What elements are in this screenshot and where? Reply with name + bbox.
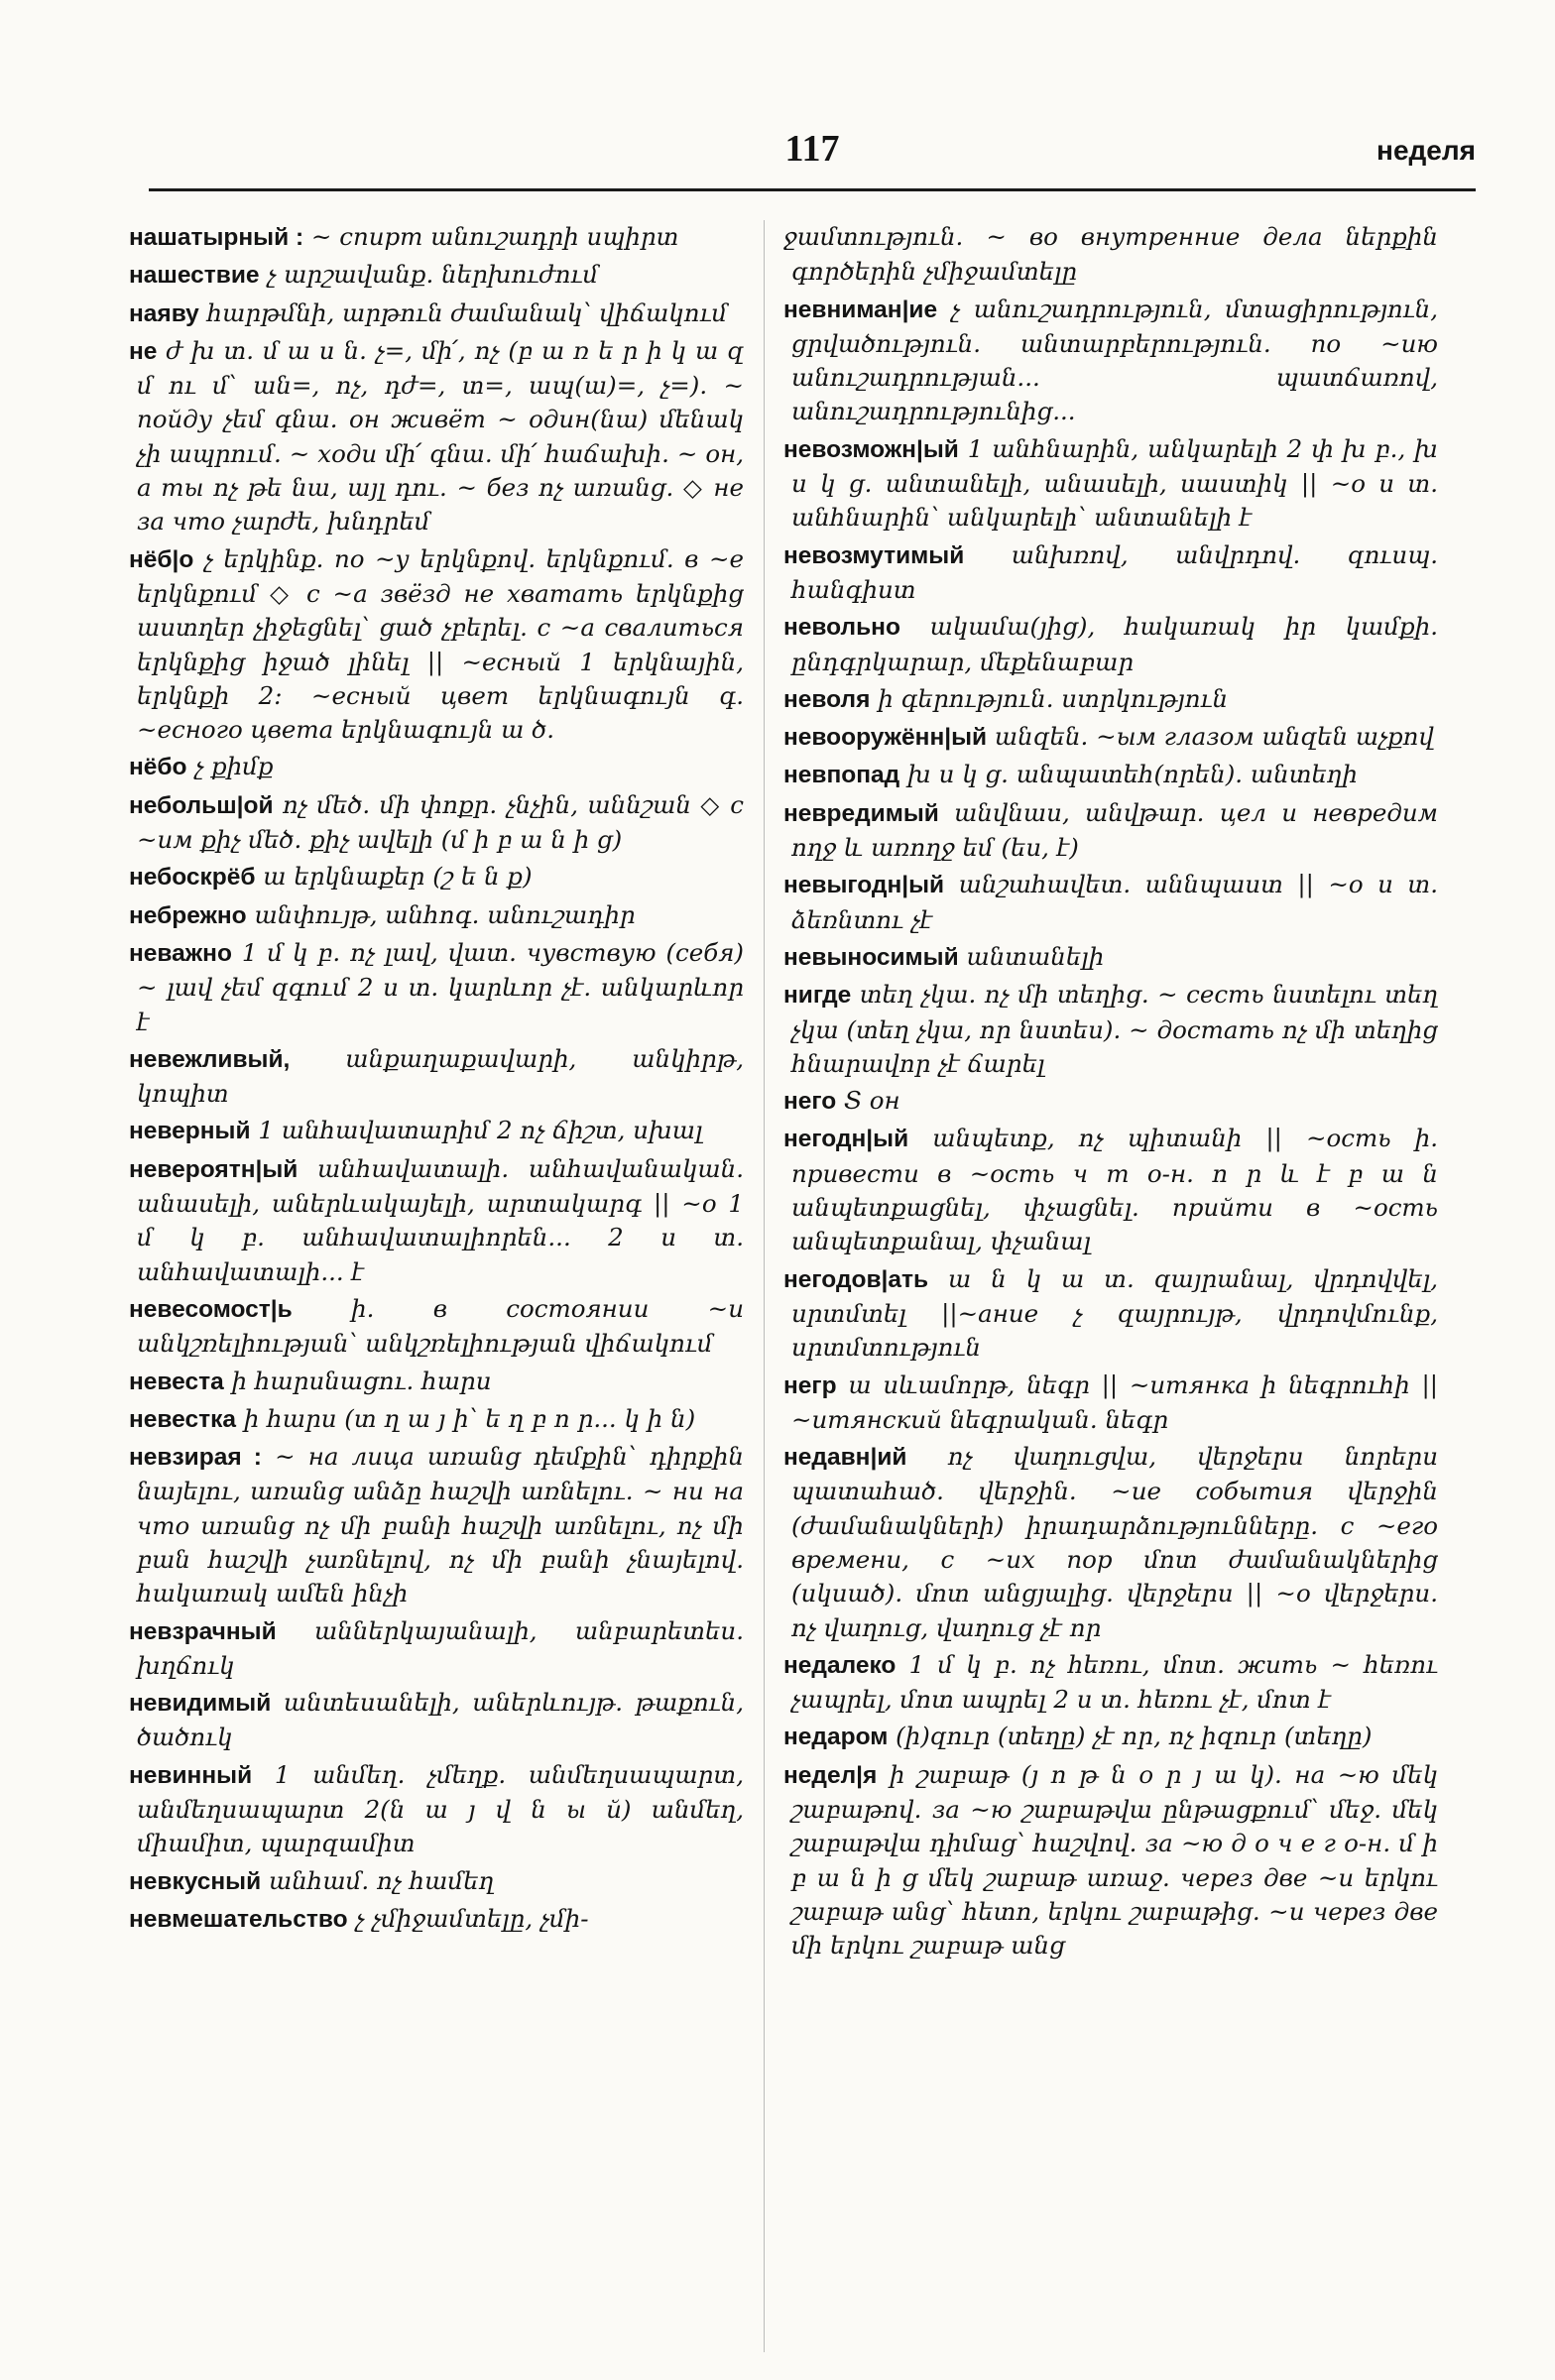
- entry-headword: невзрачный: [129, 1617, 277, 1645]
- dictionary-entry: [129, 258, 744, 293]
- entry-translation: հարթմնի, արթուն ժամանակ՝ վիճակում: [206, 298, 728, 327]
- dictionary-entry: [129, 1042, 744, 1112]
- entry-headword: невредимый: [783, 799, 939, 827]
- entry-translation: ի հարսնացու. հարս: [231, 1366, 492, 1395]
- entry-headword: невооружённ|ый: [783, 724, 988, 752]
- dictionary-entry: [783, 610, 1438, 679]
- entry-translation: անզեն. ~ым глазом անզեն աչքով: [994, 722, 1434, 752]
- dictionary-entry: [129, 1686, 744, 1755]
- entry-translation: (ի)զուր (տեղը) չէ որ, ոչ իզուր (տեղը): [896, 1722, 1373, 1751]
- dictionary-entry: [783, 720, 1438, 755]
- entry-headword: неволя: [783, 685, 871, 713]
- entry-translation: Տ он: [844, 1086, 900, 1116]
- entry-translation: անհավատալի. անհավանական. անասելի, աներևակայելի, արտակարգ || ~о 1 մ կ բ. անհավատալիորեն... 2 ս տ. անհավատալի... է: [137, 1153, 744, 1286]
- entry-headword: негр: [783, 1371, 837, 1399]
- entry-translation: անշահավետ. աննպաստ || ~о ս տ. ձեռնտու չէ: [791, 870, 1438, 934]
- entry-headword: неверный: [129, 1118, 251, 1145]
- dictionary-entry: [783, 293, 1438, 429]
- entry-translation: ա սևամորթ, նեգր || ~итянка ի նեգրուհի || ~итянский նեգրական. նեգր: [791, 1369, 1438, 1434]
- entry-translation: անքաղաքավարի, անկիրթ, կոպիտ: [137, 1043, 744, 1109]
- entry-headword: невмешательство: [129, 1905, 348, 1933]
- entry-headword: невпопад: [783, 762, 900, 789]
- entry-headword: невесомост|ь: [129, 1295, 293, 1323]
- entry-headword: невольно: [783, 614, 900, 642]
- entry-headword: нёб|о: [129, 545, 194, 573]
- entry-translation: անփույթ, անհոգ. անուշադիր: [254, 899, 636, 929]
- dictionary-entry: [129, 750, 744, 784]
- dictionary-entry: [783, 432, 1438, 536]
- dictionary-entry: [129, 1402, 744, 1437]
- column-divider: [764, 220, 765, 2352]
- entry-translation: ակամա(յից), հակառակ իր կամքի. ընդգրկարար, մեքենաբար: [791, 612, 1438, 676]
- entry-translation: չ արշավանք. ներխուժում: [267, 260, 599, 290]
- entry-headword: невидимый: [129, 1690, 272, 1718]
- dictionary-entry: [129, 297, 744, 331]
- entry-translation: չ երկինք. по ~у երկնքով. երկնքում. в ~е երկնքում ◇ с ~а звёзд не хватать երկնքից աստղեր չիջեցնել՝ ցած չբերել. с ~а свалиться երկնքից իջած լինել || ~есный 1 երկնային, երկնքի 2: ~есный цвет երկնագույն գ. ~есного цвета երկնագույն ա ծ.: [137, 543, 744, 745]
- entry-translation: ի գերություն. ստրկություն: [878, 683, 1229, 713]
- header-rule: [149, 188, 1476, 191]
- dictionary-entry: [129, 1152, 744, 1289]
- entry-headword: неважно: [129, 939, 232, 967]
- entry-headword: него: [783, 1088, 837, 1116]
- entry-headword: невеста: [129, 1368, 224, 1395]
- dictionary-entry: [129, 1292, 744, 1362]
- right-column: [783, 220, 1438, 2352]
- dictionary-entry: [783, 978, 1438, 1081]
- entry-translation: ջամտություն. ~ во внутренние дела ներքին գործերին չմիջամտելը: [783, 222, 1438, 287]
- entry-headword: нашатырный :: [129, 224, 304, 251]
- dictionary-entry: [783, 1720, 1438, 1754]
- entry-headword: нёбо: [129, 754, 187, 781]
- dictionary-entry: [783, 1440, 1438, 1645]
- dictionary-entry: [783, 1648, 1438, 1718]
- dictionary-entry: [783, 1368, 1438, 1438]
- entry-translation: 1 անհավատարիմ 2 ոչ ճիշտ, սխալ: [258, 1116, 703, 1145]
- entry-translation: անխռով, անվրդով. զուսպ. հանգիստ: [791, 539, 1438, 604]
- entry-translation: անտանելի: [966, 941, 1105, 971]
- entry-translation: չ անուշադրություն, մտացիրություն, ցրվածություն. անտարբերություն. по ~ию անուշադրության... պատճառով, անուշադրությունից...: [791, 294, 1438, 426]
- entry-translation: չ չմիջամտելը, չմի-: [355, 1903, 589, 1933]
- entry-headword: недаром: [783, 1724, 889, 1751]
- dictionary-entry: [783, 868, 1438, 937]
- dictionary-entry: [129, 898, 744, 933]
- dictionary-entry: [129, 334, 744, 539]
- entry-headword: невежливый,: [129, 1045, 291, 1073]
- entry-headword: недел|я: [783, 1761, 878, 1789]
- dictionary-entry: [783, 1262, 1438, 1366]
- dictionary-entry: [129, 1902, 744, 1937]
- entry-headword: нигде: [783, 982, 852, 1010]
- entry-translation: անհամ. ոչ համեղ: [268, 1865, 495, 1895]
- entry-translation: խ ս կ ց. անպատեհ(որեն). անտեղի: [907, 760, 1358, 789]
- dictionary-entry: [129, 1758, 744, 1861]
- dictionary-entry: [129, 1114, 744, 1148]
- entry-translation: անվնաս, անվթար. цел и невредим ողջ և առողջ եմ (ես, է): [791, 797, 1438, 863]
- entry-headword: негодн|ый: [783, 1126, 909, 1153]
- dictionary-entry: [783, 1122, 1438, 1258]
- dictionary-entry: [129, 860, 744, 894]
- entry-translation: անպետք, ոչ պիտանի || ~ость ի. привести в ~ость ч т о-н. ո ր և է բ ա ն անպետքացնել, փչացնել. прийти в ~ость անպետքանալ, փչանալ: [791, 1124, 1438, 1256]
- entry-translation: ~ спирт անուշադրի սպիրտ: [310, 222, 679, 251]
- entry-translation: անտեսանելի, աներևույթ. թաքուն, ծածուկ: [137, 1688, 744, 1752]
- left-column: [129, 220, 744, 2352]
- running-head: неделя: [1376, 135, 1476, 166]
- dictionary-entry: [129, 542, 744, 748]
- entry-headword: негодов|ать: [783, 1265, 929, 1293]
- page-number: 117: [784, 128, 840, 170]
- entry-translation: ի. в состоянии ~и անկշռելիության՝ անկշռելիության վիճակում: [137, 1293, 744, 1359]
- entry-translation: չ քիմք: [194, 752, 274, 781]
- entry-headword: невозможн|ый: [783, 435, 959, 463]
- entry-headword: недалеко: [783, 1651, 897, 1679]
- entry-translation: աններկայանալի, անբարետես. խղճուկ: [137, 1615, 744, 1680]
- dictionary-entry: [783, 796, 1438, 866]
- entry-headword: невозмутимый: [783, 541, 965, 569]
- dictionary-entry: [129, 1864, 744, 1899]
- entry-headword: невинный: [129, 1761, 253, 1789]
- entry-translation: 1 մ կ բ. ոչ հեռու, մոտ. жить ~ հեռու չապրել, մոտ ապրել 2 ս տ. հեռու չէ, մոտ է: [791, 1649, 1438, 1715]
- entry-translation: 1 անմեղ. չմեղք. անմեղսապարտ, անմեղսապարտ 2(ն ա յ վ ն ы й) անմեղ, միամիտ, պարզամիտ: [137, 1759, 744, 1858]
- entry-headword: недавн|ий: [783, 1444, 907, 1472]
- entry-headword: невниман|ие: [783, 296, 938, 323]
- dictionary-entry: [783, 940, 1438, 975]
- entry-headword: невзирая :: [129, 1444, 262, 1472]
- dictionary-entry: [783, 1084, 1438, 1119]
- entry-translation: ժ խ տ. մ ա ս ն. չ=, մի՛, ոչ (բ ա ռ ե ր ի կ ա զ մ ու մ՝ ան=, ոչ, դժ=, տ=, ապ(ա)=, չ=). ~ пойду չեմ գնա. он живёт ~ один(նա) մենակ չի ապրում. ~ ходи մի՛ գնա. մի՛ հաճախի. ~ он, а ты ոչ թե նա, այլ դու. ~ без ոչ առանց. ◇ не за что չարժե, խնդրեմ: [137, 335, 744, 536]
- dictionary-entry: [129, 1440, 744, 1610]
- entry-headword: небрежно: [129, 901, 247, 929]
- entry-translation: 1 անհնարին, անկարելի 2 փ խ բ., խ ս կ ց. անտանելի, անասելի, սաստիկ || ~о ս տ. անհնարին՝ անկարելի՝ անտանելի է: [791, 433, 1438, 533]
- entry-headword: небоскрёб: [129, 864, 256, 892]
- entry-headword: наяву: [129, 299, 199, 327]
- dictionary-entry: [783, 1758, 1438, 1964]
- entry-translation: ոչ վաղուցվա, վերջերս նորերս պատահած. վերջին. ~ие события վերջին (ժամանակների) իրադարձությունները. с ~его времени, с ~их пор մոտ ժամանակներից (սկսած). մոտ անցյալից. վերջերս || ~о վերջերս. ոչ վաղուց, վաղուց չէ որ: [791, 1442, 1438, 1642]
- entry-headword: невыносимый: [783, 943, 959, 971]
- entry-headword: невероятн|ый: [129, 1155, 299, 1183]
- dictionary-entry: [783, 220, 1438, 290]
- entry-headword: небольш|ой: [129, 791, 274, 819]
- entry-headword: не: [129, 337, 158, 365]
- entry-translation: ա ն կ ա տ. զայրանալ, վրդովվել, սրտմտել ||~ание չ զայրույթ, վրդովմունք, սրտմտություն: [791, 1263, 1438, 1363]
- entry-translation: տեղ չկա. ոչ մի տեղից. ~ сесть նստելու տեղ չկա (տեղ չկա, որ նստես). ~ достать ոչ մի տեղից հնարավոր չէ ճարել: [791, 980, 1438, 1078]
- entry-headword: невкусный: [129, 1867, 262, 1895]
- entry-translation: ի հարս (տ ղ ա յ ի՝ ե ղ բ ո ր... կ ի ն): [243, 1403, 696, 1433]
- entry-translation: ոչ մեծ. մի փոքր. չնչին, աննշան ◇ с ~им քիչ մեծ. քիչ ավելի (մ ի բ ա ն ի ց): [137, 789, 744, 855]
- entry-headword: нашествие: [129, 262, 260, 290]
- entry-headword: невестка: [129, 1405, 236, 1433]
- entry-translation: ա երկնաքեր (շ ե ն ք): [263, 862, 533, 892]
- dictionary-entry: [129, 1614, 744, 1684]
- entry-translation: ի շաբաթ (յ ո թ ն օ ր յ ա կ). на ~ю մեկ շաբաթով. за ~ю շաբաթվա ընթացքում՝ մեջ. մեկ շաբաթվա դիմաց՝ հաշվով. за ~ю д о ч е г о-н. մ ի բ ա ն ի ց մեկ շաբաթ առաջ. через две ~и երկու շաբաթ անց՝ հետո, երկու շաբաթից. ~и через две մի երկու շաբաթ անց: [791, 1759, 1438, 1961]
- entry-translation: ~ на лица առանց դեմքին՝ դիրքին նայելու, առանց անձը հաշվի առնելու. ~ ни на что առանց ոչ մի բանի հաշվի առնելու, ոչ մի բան հաշվի չառնելով, ոչ մի բանի չնայելով. հակառակ ամեն ինչի: [137, 1442, 744, 1608]
- dictionary-entry: [129, 1365, 744, 1399]
- entry-translation: 1 մ կ բ. ոչ լավ, վատ. чувствую (себя) ~ լավ չեմ զգում 2 ս տ. կարևոր չէ. անկարևոր է: [137, 937, 744, 1036]
- dictionary-entry: [129, 936, 744, 1039]
- dictionary-entry: [783, 758, 1438, 792]
- page-header: [149, 127, 1476, 186]
- dictionary-entry: [129, 788, 744, 858]
- entry-headword: невыгодн|ый: [783, 872, 945, 899]
- dictionary-entry: [783, 538, 1438, 608]
- dictionary-entry: [783, 682, 1438, 717]
- dictionary-entry: [129, 220, 744, 255]
